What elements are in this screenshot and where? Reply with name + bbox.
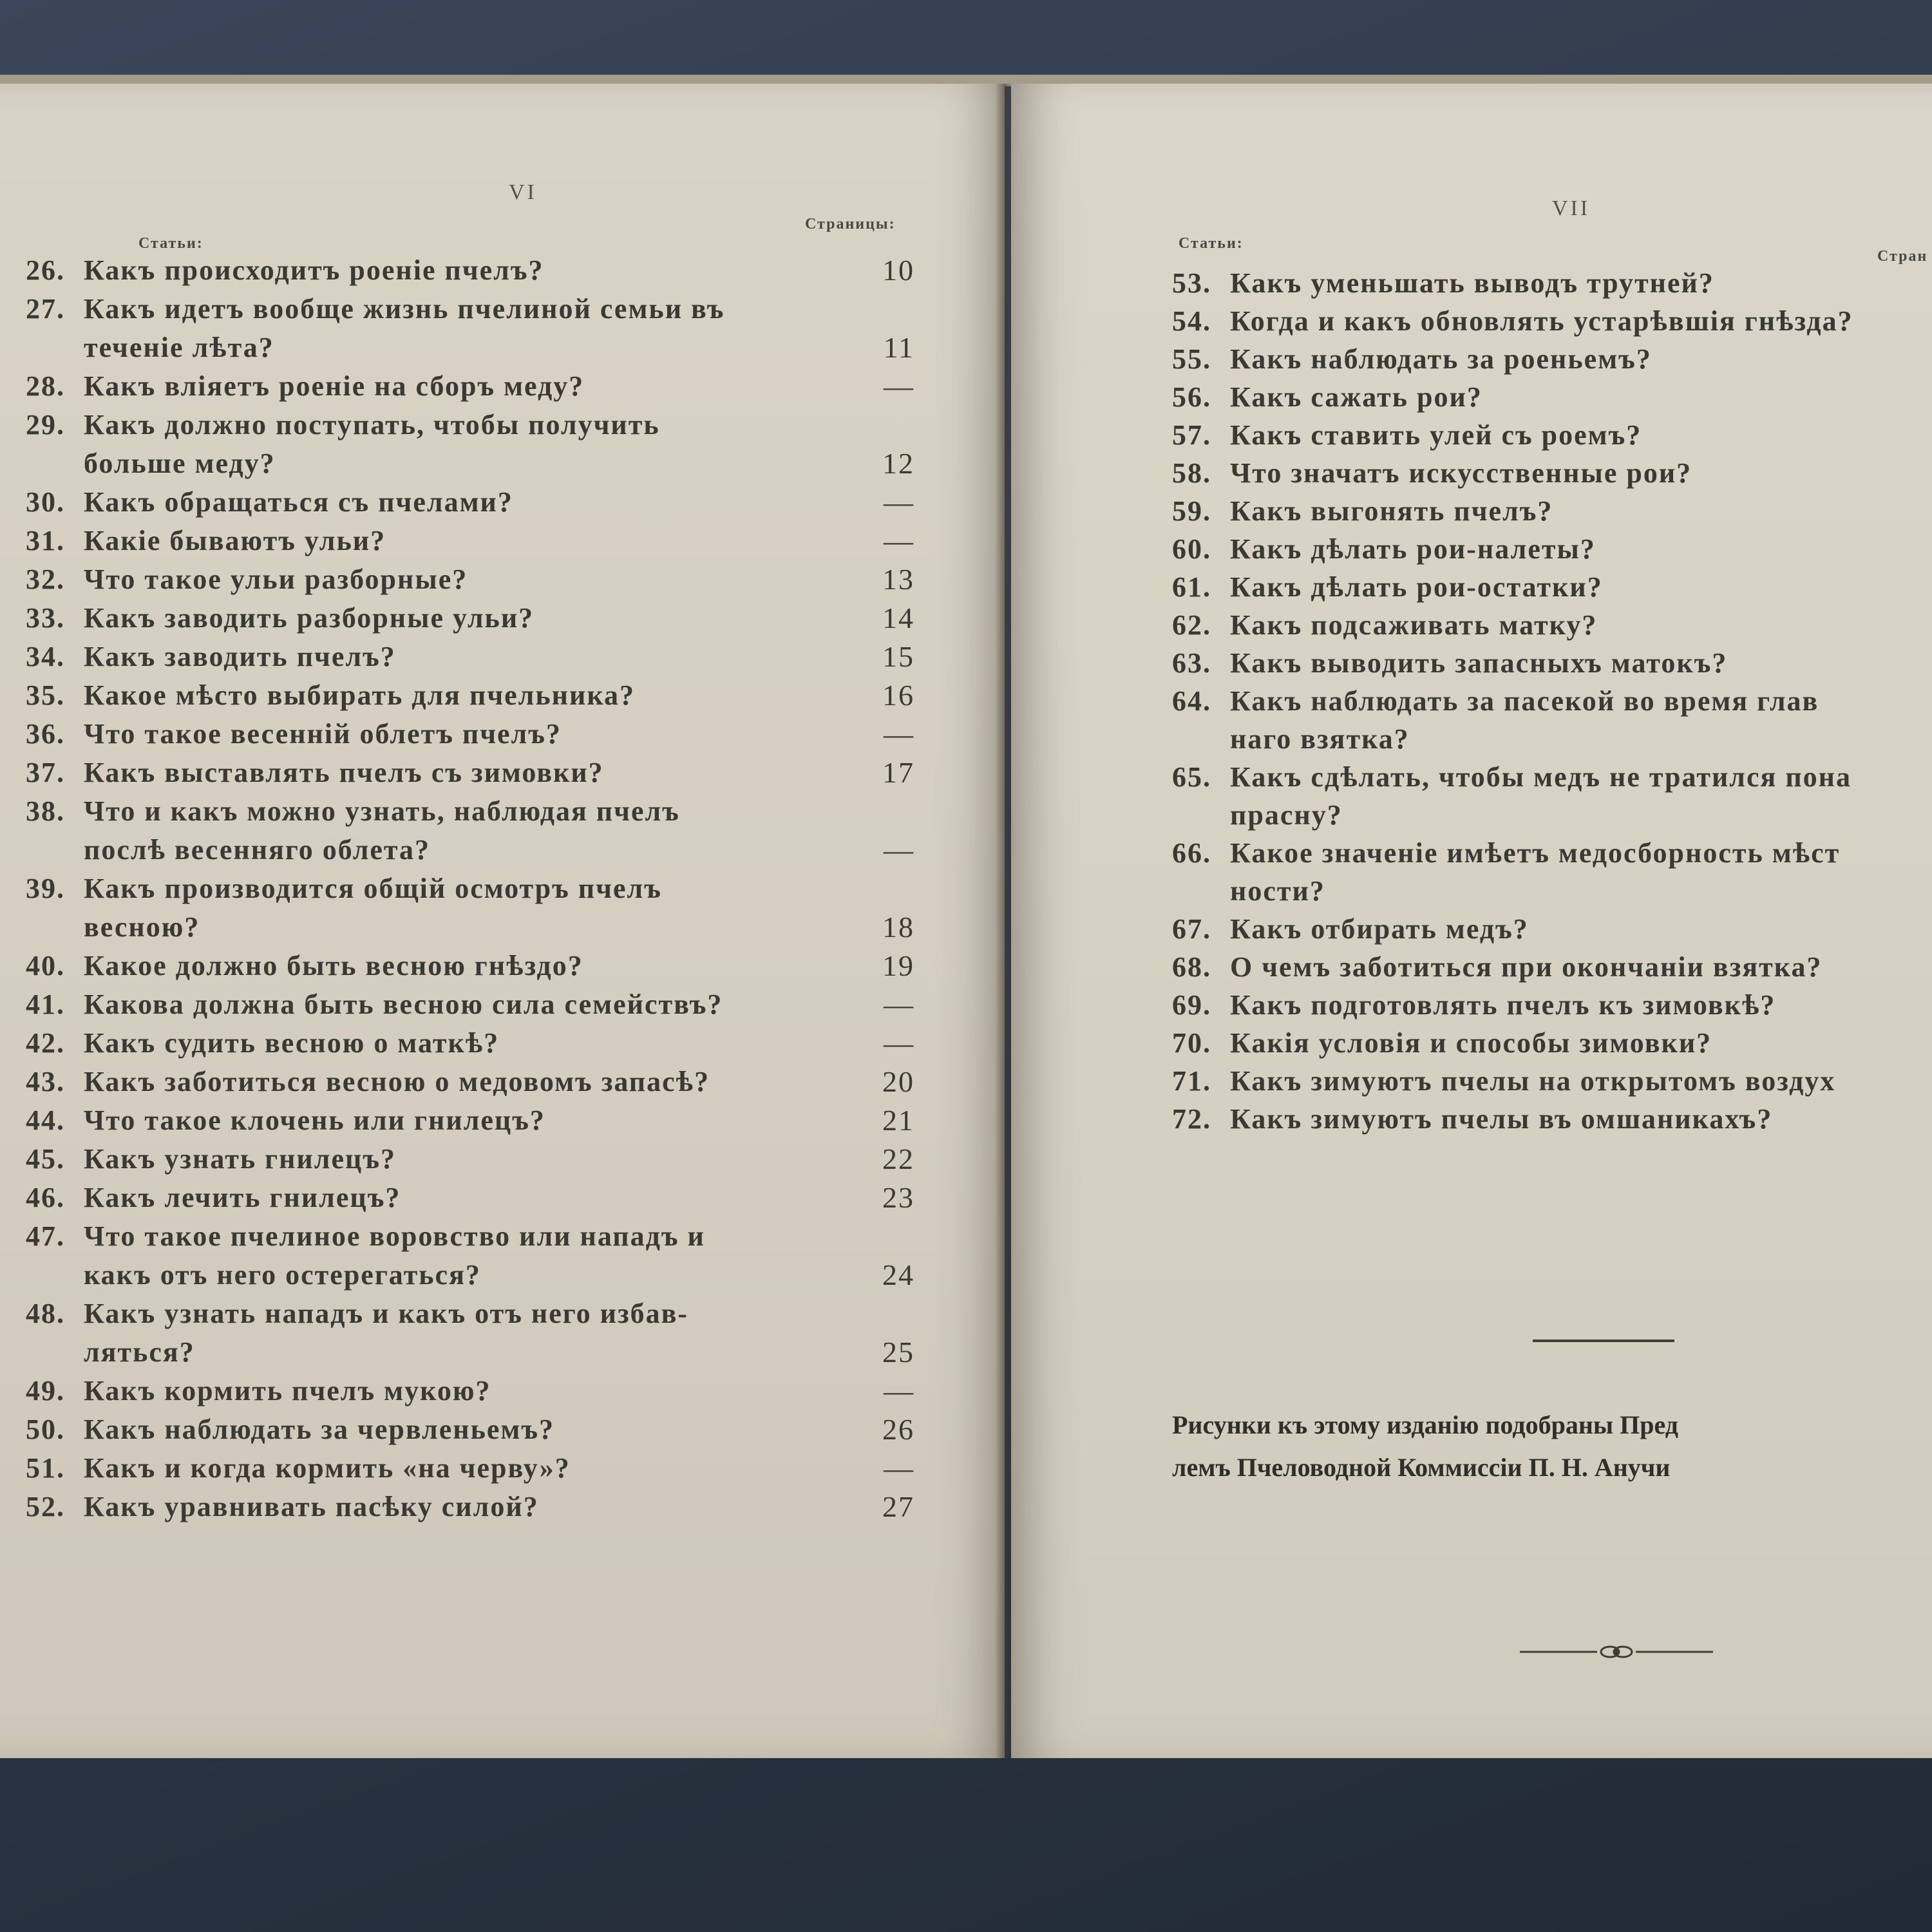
entry-number: 65. [1172,761,1211,793]
entry-title: Какъ дѣлать рои-налеты? [1230,533,1596,565]
toc-entry [26,947,914,985]
entry-page-number: — [884,1027,914,1059]
entry-number: 58. [1172,457,1211,489]
entry-number: 61. [1172,571,1211,603]
toc-entry [26,1294,914,1372]
toc-entry [26,676,914,715]
toc-entry [1172,302,1932,340]
entry-title: Какъ узнать нападъ и какъ отъ него избав- [84,1298,689,1329]
entry-title-continued: какъ отъ него остерегаться? [84,1259,481,1291]
entry-number: 33. [26,602,65,634]
entry-page-number: — [884,833,914,866]
entry-page-number: 18 [882,911,914,943]
toc-entry [1172,606,1932,644]
entry-number: 32. [26,564,65,595]
illustrations-credit [1172,1404,1932,1489]
entry-title: Какія условія и способы зимовки? [1230,1027,1712,1059]
toc-entry [26,599,914,638]
entry-number: 68. [1172,951,1211,983]
entry-number: 59. [1172,495,1211,527]
entry-number: 50. [26,1414,65,1445]
entry-number: 44. [26,1104,65,1136]
entry-page-number: 25 [882,1336,914,1368]
entry-title: Какъ дѣлать рои-остатки? [1230,571,1603,603]
toc-entry [1172,834,1932,910]
entry-title: Какъ уменьшать выводъ трутней? [1230,267,1714,299]
entry-title: Какое должно быть весною гнѣздо? [84,950,583,981]
toc-entry [1172,340,1932,378]
toc-entry [26,1449,914,1488]
entry-title: Какъ заводить пчелъ? [84,641,396,672]
entry-title: Какъ зимуютъ пчелы въ омшаникахъ? [1230,1103,1773,1135]
entry-title: Какъ судить весною о маткѣ? [84,1027,500,1059]
entry-title: Какъ зимуютъ пчелы на открытомъ воздух [1230,1065,1836,1097]
entry-number: 40. [26,950,65,981]
entry-number: 35. [26,679,65,711]
entry-title: Какъ подсаживать матку? [1230,609,1598,641]
articles-header: Статьи: [1179,235,1244,252]
entry-number: 46. [26,1182,65,1213]
toc-entry [26,753,914,792]
entry-number: 51. [26,1452,65,1484]
toc-entry [26,1217,914,1294]
page-number: VI [509,180,537,204]
entry-title: Какъ выгонять пчелъ? [1230,495,1553,527]
toc-entry [26,1101,914,1140]
entry-number: 38. [26,795,65,827]
entry-page-number: 15 [882,640,914,673]
entry-title: Какъ наблюдать за пасекой во время глав [1230,685,1819,717]
entry-title-continued: прасну? [1230,799,1343,831]
entry-number: 27. [26,293,65,325]
entry-title: О чемъ заботиться при окончаніи взятка? [1230,951,1823,983]
entry-title: Какъ обращаться съ пчелами? [84,486,513,518]
toc-entry [1172,568,1932,606]
entry-number: 37. [26,757,65,788]
entry-page-number: 24 [882,1258,914,1291]
toc-entry [26,560,914,599]
entry-number: 70. [1172,1027,1211,1059]
entry-title: Какъ происходитъ роеніе пчелъ? [84,254,544,286]
entry-title: Какъ заводить разборные ульи? [84,602,535,634]
entry-page-number: 17 [882,756,914,789]
entry-title: Что значатъ искусственные рои? [1230,457,1692,489]
toc-entry [26,1140,914,1179]
entry-title: Какова должна быть весною сила семействъ? [84,989,723,1020]
entry-title: Какъ должно поступать, чтобы получить [84,409,660,440]
entry-title-continued: весною? [84,911,200,943]
toc-entry [26,869,914,947]
toc-entry [26,406,914,483]
entry-page-number: — [884,988,914,1021]
toc-entry [26,1410,914,1449]
entry-title: Какъ и когда кормить «на черву»? [84,1452,571,1484]
entry-number: 49. [26,1375,65,1406]
entry-number: 67. [1172,913,1211,945]
toc-entry [1172,454,1932,492]
entry-number: 48. [26,1298,65,1329]
toc-entry [26,367,914,406]
entry-number: 30. [26,486,65,518]
entry-number: 60. [1172,533,1211,565]
toc-entry [1172,530,1932,568]
entry-number: 31. [26,525,65,556]
entry-number: 28. [26,370,65,402]
entry-number: 53. [1172,267,1211,299]
entry-page-number: 26 [882,1413,914,1446]
entry-page-number: — [884,486,914,518]
entry-title-continued: теченіе лѣта? [84,332,274,363]
entry-title: Что такое ульи разборные? [84,564,468,595]
entry-page-number: 16 [882,679,914,712]
entry-title: Что такое клочень или гнилецъ? [84,1104,545,1136]
entry-title: Что такое пчелиное воровство или нападъ и [84,1220,705,1252]
toc-list [26,251,914,1526]
entry-title: Какъ наблюдать за роеньемъ? [1230,343,1652,375]
toc-entry [1172,1062,1932,1100]
toc-entry [1172,1024,1932,1062]
toc-entry [1172,644,1932,682]
articles-header: Статьи: [138,235,204,252]
entry-title: Когда и какъ обновлять устарѣвшія гнѣзда? [1230,305,1853,337]
entry-title: Какъ сажать рои? [1230,381,1482,413]
entry-title: Какъ выставлять пчелъ съ зимовки? [84,757,604,788]
entry-number: 71. [1172,1065,1211,1097]
entry-title: Что такое весенній облетъ пчелъ? [84,718,562,750]
entry-page-number: 19 [882,949,914,982]
toc-entry [1172,758,1932,834]
ornament-icon [1520,1642,1713,1662]
toc-entry [1172,492,1932,530]
entry-number: 47. [26,1220,65,1252]
entry-title: Какъ подготовлять пчелъ къ зимовкѣ? [1230,989,1776,1021]
entry-number: 52. [26,1491,65,1522]
toc-entry [26,1024,914,1063]
entry-number: 64. [1172,685,1211,717]
toc-entry [1172,948,1932,986]
entry-title: Какъ лечить гнилецъ? [84,1182,401,1213]
entry-number: 72. [1172,1103,1211,1135]
entry-title: Какъ уравнивать пасѣку силой? [84,1491,539,1522]
entry-number: 41. [26,989,65,1020]
entry-number: 66. [1172,837,1211,869]
entry-number: 62. [1172,609,1211,641]
entry-number: 45. [26,1143,65,1175]
entry-title: Какъ сдѣлать, чтобы медъ не тратился пона [1230,761,1852,793]
entry-number: 54. [1172,305,1211,337]
entry-page-number: 23 [882,1181,914,1214]
toc-entry [1172,682,1932,758]
toc-entry [26,251,914,290]
open-book [0,84,1932,1823]
entry-page-number: 14 [882,601,914,634]
entry-title-continued: ности? [1230,875,1325,907]
entry-title-continued: наго взятка? [1230,723,1410,755]
entry-page-number: 13 [882,563,914,596]
credit-line: лемъ Пчеловодной Коммиссіи П. Н. Анучи [1172,1453,1671,1482]
entry-page-number: 27 [882,1490,914,1523]
credit-line: Рисунки къ этому изданію подобраны Пред [1172,1410,1678,1439]
toc-entry [26,638,914,676]
toc-entry [1172,910,1932,948]
entry-title: Какъ кормить пчелъ мукою? [84,1375,491,1406]
entry-page-number: 10 [882,254,914,287]
pages-header: Стран [1877,248,1928,265]
toc-entry [26,1488,914,1526]
entry-title: Какъ наблюдать за червленьемъ? [84,1414,555,1445]
toc-entry [1172,986,1932,1024]
entry-title: Какъ идетъ вообще жизнь пчелиной семьи въ [84,293,725,325]
entry-title: Какое мѣсто выбирать для пчельника? [84,679,636,711]
entry-number: 63. [1172,647,1211,679]
entry-title-continued: послѣ весенняго облета? [84,834,431,866]
toc-entry [26,985,914,1024]
entry-page-number: 12 [882,447,914,480]
entry-title: Какъ выводить запасныхъ матокъ? [1230,647,1728,679]
entry-title: Какъ ставить улей съ роемъ? [1230,419,1642,451]
entry-number: 69. [1172,989,1211,1021]
pages-header: Страницы: [805,216,896,232]
entry-number: 39. [26,873,65,904]
entry-page-number: 20 [882,1065,914,1098]
entry-title-continued: больше меду? [84,448,276,479]
entry-page-number: 21 [882,1104,914,1137]
entry-title: Какъ отбирать медъ? [1230,913,1529,945]
section-divider [1533,1340,1674,1342]
toc-entry [26,1372,914,1410]
entry-page-number: 22 [882,1142,914,1175]
entry-number: 29. [26,409,65,440]
entry-title: Какъ заботиться весною о медовомъ запасѣ? [84,1066,710,1097]
toc-entry [1172,416,1932,454]
entry-page-number: — [884,1452,914,1484]
toc-entry [26,290,914,367]
toc-entry [26,483,914,522]
toc-list [1172,264,1932,1138]
entry-page-number: — [884,370,914,402]
entry-title: Что и какъ можно узнать, наблюдая пчелъ [84,795,680,827]
entry-number: 34. [26,641,65,672]
entry-title: Какое значеніе имѣетъ медосборность мѣст [1230,837,1841,869]
toc-entry [26,1063,914,1101]
entry-number: 57. [1172,419,1211,451]
entry-title: Какіе бываютъ ульи? [84,525,386,556]
toc-entry [1172,264,1932,302]
toc-entry [26,715,914,753]
entry-number: 56. [1172,381,1211,413]
entry-number: 26. [26,254,65,286]
toc-entry [26,522,914,560]
entry-title: Какъ производится общій осмотръ пчелъ [84,873,662,904]
entry-title-continued: ляться? [84,1336,195,1368]
toc-entry [26,1179,914,1217]
entry-page-number: 11 [883,331,914,364]
entry-title: Какъ вліяетъ роеніе на сборъ меду? [84,370,585,402]
entry-page-number: — [884,524,914,557]
page-number: VII [1552,196,1591,220]
left-page [0,84,1005,1758]
entry-page-number: — [884,717,914,750]
entry-number: 42. [26,1027,65,1059]
entry-number: 43. [26,1066,65,1097]
entry-page-number: — [884,1374,914,1407]
entry-number: 36. [26,718,65,750]
toc-entry [26,792,914,869]
entry-title: Какъ узнать гнилецъ? [84,1143,397,1175]
toc-entry [1172,378,1932,416]
toc-entry [1172,1100,1932,1138]
entry-number: 55. [1172,343,1211,375]
